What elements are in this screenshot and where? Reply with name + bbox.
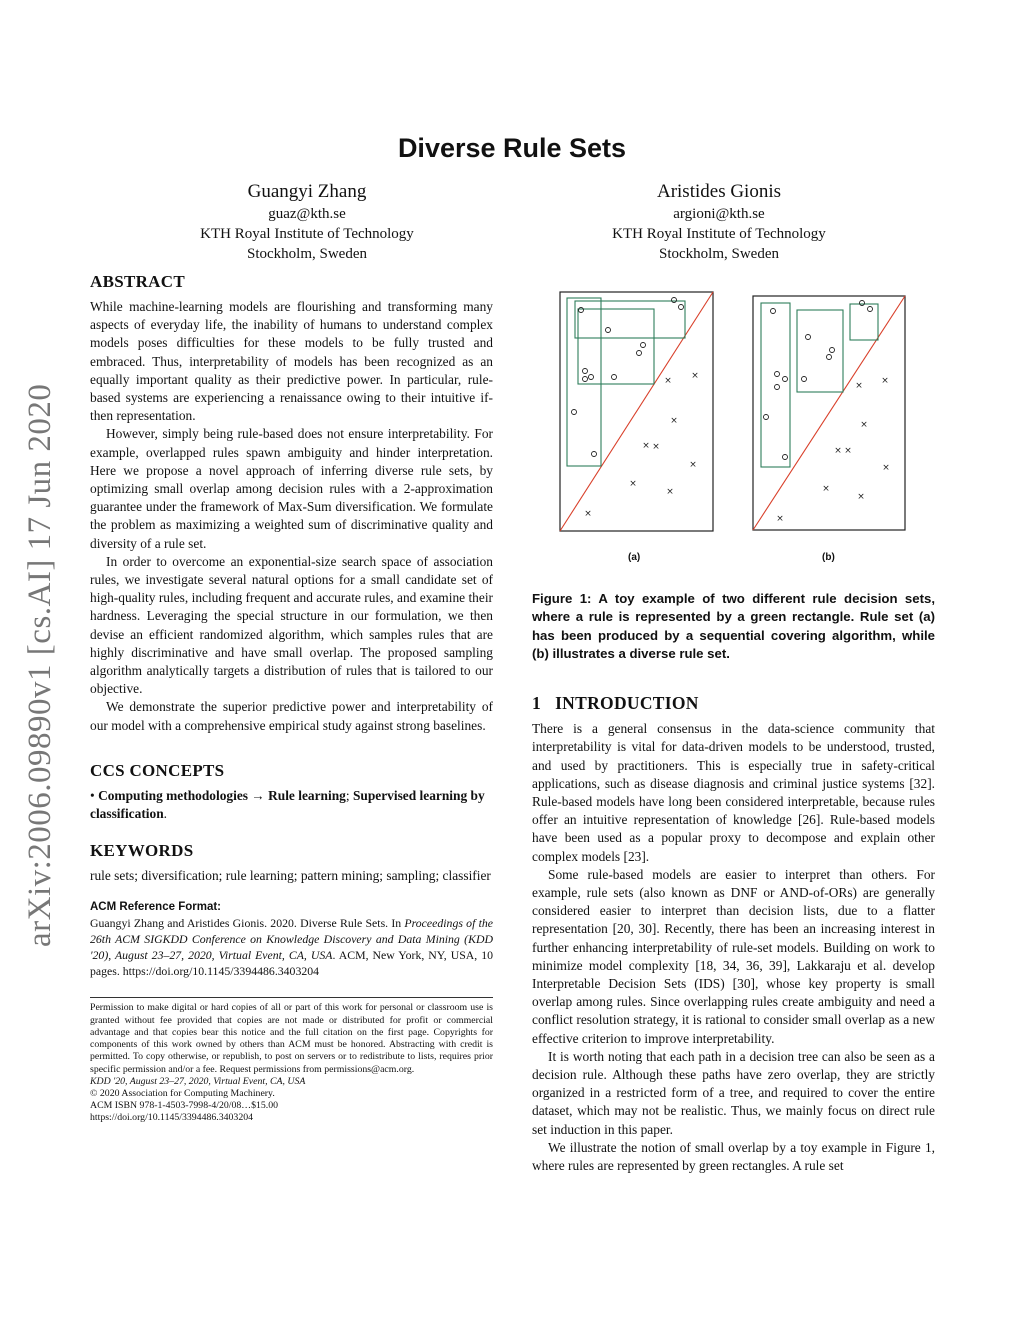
negative-point: × [822, 484, 830, 494]
ccs-separator: ; [345, 787, 350, 803]
author-email: argioni@kth.se [673, 206, 765, 222]
isbn-line: ACM ISBN 978-1-4503-7998-4/20/08…$15.00 [90, 1100, 279, 1112]
author-block-2 [549, 180, 889, 264]
author-block-1 [137, 180, 477, 264]
conference-line [90, 1076, 493, 1088]
negative-point: × [855, 381, 863, 391]
positive-point [802, 377, 807, 382]
acm-reference-heading: ACM Reference Format: [90, 901, 221, 914]
positive-point [775, 385, 780, 390]
positive-points [764, 301, 873, 460]
negative-point: × [882, 463, 890, 473]
positive-point [827, 355, 832, 360]
author-affiliation: KTH Royal Institute of Technology [200, 226, 414, 242]
negative-point: × [776, 514, 784, 524]
negative-point: × [642, 441, 650, 451]
rule-set-plot-b [753, 296, 905, 530]
acm-reference-pre: Guangyi Zhang and Aristides Gionis. 2020. Diverse Rule Sets. In [90, 916, 405, 931]
negative-point: × [666, 487, 674, 497]
introduction-heading: 1 INTRODUCTION [532, 693, 699, 714]
ccs-term: Supervised learning by classification [90, 787, 485, 822]
positive-point [583, 369, 588, 374]
negative-point: × [670, 416, 678, 426]
author-affiliation: KTH Royal Institute of Technology [612, 226, 826, 242]
right-column [532, 290, 935, 1175]
positive-point [775, 372, 780, 377]
ccs-concepts [90, 787, 493, 823]
author-email: guaz@kth.se [268, 206, 346, 222]
positive-point [579, 308, 584, 313]
arxiv-stamp: arXiv:2006.09890v1 [cs.AI] 17 Jun 2020 [22, 383, 58, 947]
rule-rectangle [797, 310, 843, 392]
author-name: Guangyi Zhang [247, 181, 367, 202]
author-location: Stockholm, Sweden [247, 246, 367, 262]
positive-point [783, 455, 788, 460]
figure-caption: Figure 1: A toy example of two different rule decision sets, where a rule is represented by a green rectangle. Rule set (a) has been produced by a sequential covering algorithm, while (b) illustrates a diverse rule set. [532, 591, 935, 661]
doi-line: https://doi.org/10.1145/3394486.3403204 [90, 1112, 254, 1124]
positive-point [830, 348, 835, 353]
positive-point [672, 298, 677, 303]
ccs-bullet: • [90, 787, 95, 803]
positive-point [868, 307, 873, 312]
ccs-term: Rule learning [268, 787, 346, 803]
positive-point [583, 377, 588, 382]
ccs-heading: CCS CONCEPTS [90, 760, 225, 780]
rule-rectangle [575, 301, 685, 338]
positive-point [860, 301, 865, 306]
acm-reference [90, 915, 493, 979]
keywords-heading: KEYWORDS [90, 841, 194, 861]
abstract-paragraph: In order to overcome an exponential-size search space of association rules, we investigate several natural options for a small candidate set of high-quality rules, including frequent and accurate rules, and examine their hardness. Leveraging the special structure in our formulation, we then devise an efficient randomized algorithm, which samples rules that are highly discriminative and have small overlap. The proposed sampling algorithm analytically targets a distribution of rules that is tailored to our objective. [90, 553, 493, 697]
rule-set-plot-a [560, 292, 713, 531]
negative-point: × [881, 376, 889, 386]
negative-point: × [860, 420, 868, 430]
negative-point: × [584, 509, 592, 519]
intro-paragraph: Some rule-based models are easier to interpret than others. For example, rule sets (also known as DNF or AND-of-ORs) are generally considered easier to interpret than decision lists, due to a flatter representation [20, 30]. Recently, there has been an increasing interest in further enhancing interpretability of rule-set models. Building on work to minimize model complexity [18, 34, 36, 39], Lakkaraju et al. develop Interpretable Decision Sets (IDS) [30], whose key property is small overlap among rules. Since overlapping rules create ambiguity and need a conflict resolution strategy, it is rational to consider small overlap as a new effective criterion to improve interpretability. [532, 866, 935, 1046]
positive-point [771, 309, 776, 314]
figure-1 [532, 290, 935, 590]
footnote-divider [90, 997, 493, 998]
negative-point: × [857, 492, 865, 502]
positive-point [612, 375, 617, 380]
negative-point: × [691, 371, 699, 381]
rule-rectangle [567, 298, 601, 466]
positive-point [641, 343, 646, 348]
intro-paragraph: There is a general consensus in the data-science community that interpretability is vital for data-driven models to be understood, trusted, and used by practitioners. This is especially true in safety-critical applications, such as disease diagnosis and criminal justice systems [32]. Rule-based models have long been considered interpretable, because rules offer an intuitive representation of knowledge [26]. Rule-based models have been used as a popular proxy to decompose and explain other complex models [23]. [532, 721, 935, 864]
abstract-heading: ABSTRACT [90, 272, 185, 291]
negative-point: × [664, 376, 672, 386]
abstract-paragraph: However, simply being rule-based does not ensure interpretability. For example, overlapped rules spawn ambiguity and hinder interpretation. Here we propose a novel approach of inferring diverse rule sets, by optimizing small overlap among decision rules with a 2-approximation guarantee under the framework of Max-Sum diversification. We formulate the problem as maximizing a weighted sum of discriminative quality and diversity of a rule set. [90, 426, 493, 551]
positive-point [679, 305, 684, 310]
positive-point [606, 328, 611, 333]
author-location: Stockholm, Sweden [659, 246, 779, 262]
conference-text: KDD '20, August 23–27, 2020, Virtual Event, CA, USA [90, 1075, 306, 1087]
positive-point [764, 415, 769, 420]
author-name: Aristides Gionis [656, 181, 782, 202]
copyright-line: © 2020 Association for Computing Machinery. [90, 1087, 275, 1099]
negative-point: × [629, 479, 637, 489]
negative-point: × [834, 446, 842, 456]
positive-point [572, 410, 577, 415]
ccs-term: Computing methodologies [98, 787, 248, 803]
abstract-paragraph: We demonstrate the superior predictive power and interpretability of our model with a comprehensive empirical study against strong baselines. [90, 699, 493, 733]
abstract-paragraph: While machine-learning models are flourishing and transforming many aspects of everyday life, the inability of humans to understand complex models poses difficulties for these models to be fully trusted and embraced. Thus, interpretability of models has been recognized as an equally important quality as their predictive power. In particular, rule-based systems are experiencing a renaissance owing to their intuitive if-then representation. [90, 299, 493, 424]
subfigure-label-b: (b) [822, 552, 835, 563]
positive-point [592, 452, 597, 457]
intro-paragraph: We illustrate the notion of small overlap by a toy example in Figure 1, where rules are represented by green rectangles. A rule set [532, 1139, 935, 1174]
ccs-end: . [163, 806, 168, 822]
permission-notice: Permission to make digital or hard copies of all or part of this work for personal or classroom use is granted without fee provided that copies are not made or distributed for profit or commercial advantage and that copies bear this notice and the full citation on the first page. Copyrights for components of this work owned by others than ACM must be honored. Abstracting with credit is permitted. To copy otherwise, or republish, to post on servers or to redistribute to lists, requires prior specific permission and/or a fee. Request permissions from permissions@acm.org. [90, 1002, 493, 1075]
keywords-text: rule sets; diversification; rule learning; pattern mining; sampling; classifier [90, 868, 491, 884]
positive-point [637, 351, 642, 356]
positive-point [783, 377, 788, 382]
ccs-arrow: → [251, 787, 265, 803]
positive-point [589, 375, 594, 380]
rule-rectangle [578, 309, 654, 384]
diagonal-line [560, 292, 713, 531]
negative-point: × [652, 442, 660, 452]
negative-points [776, 376, 890, 524]
left-column [90, 272, 493, 1125]
subfigure-label-a: (a) [628, 552, 641, 563]
acm-reference-venue: Proceedings of the 26th ACM SIGKDD Conference on Knowledge Discovery and Data Mining (KDD '20), August 23–27, 2020, Virtual Event, CA, USA [90, 916, 493, 963]
paper-title: Diverse Rule Sets [397, 133, 627, 163]
diagonal-line [753, 296, 905, 530]
positive-point [806, 335, 811, 340]
intro-paragraph: It is worth noting that each path in a decision tree can also be seen as a decision rule. Although these paths have zero overlap, they are strictly organized in a restricted form of a tree, and required to cover the entire dataset, which may not be realistic. Thus, we mainly focus on direct rule set induction in this paper. [532, 1048, 935, 1137]
rule-rectangle [850, 304, 878, 340]
acm-reference-post: . ACM, New York, NY, USA, 10 pages. https://doi.org/10.1145/3394486.3403204 [90, 948, 493, 979]
negative-point: × [689, 460, 697, 470]
negative-point: × [844, 446, 852, 456]
figure-1-plots [532, 290, 935, 540]
